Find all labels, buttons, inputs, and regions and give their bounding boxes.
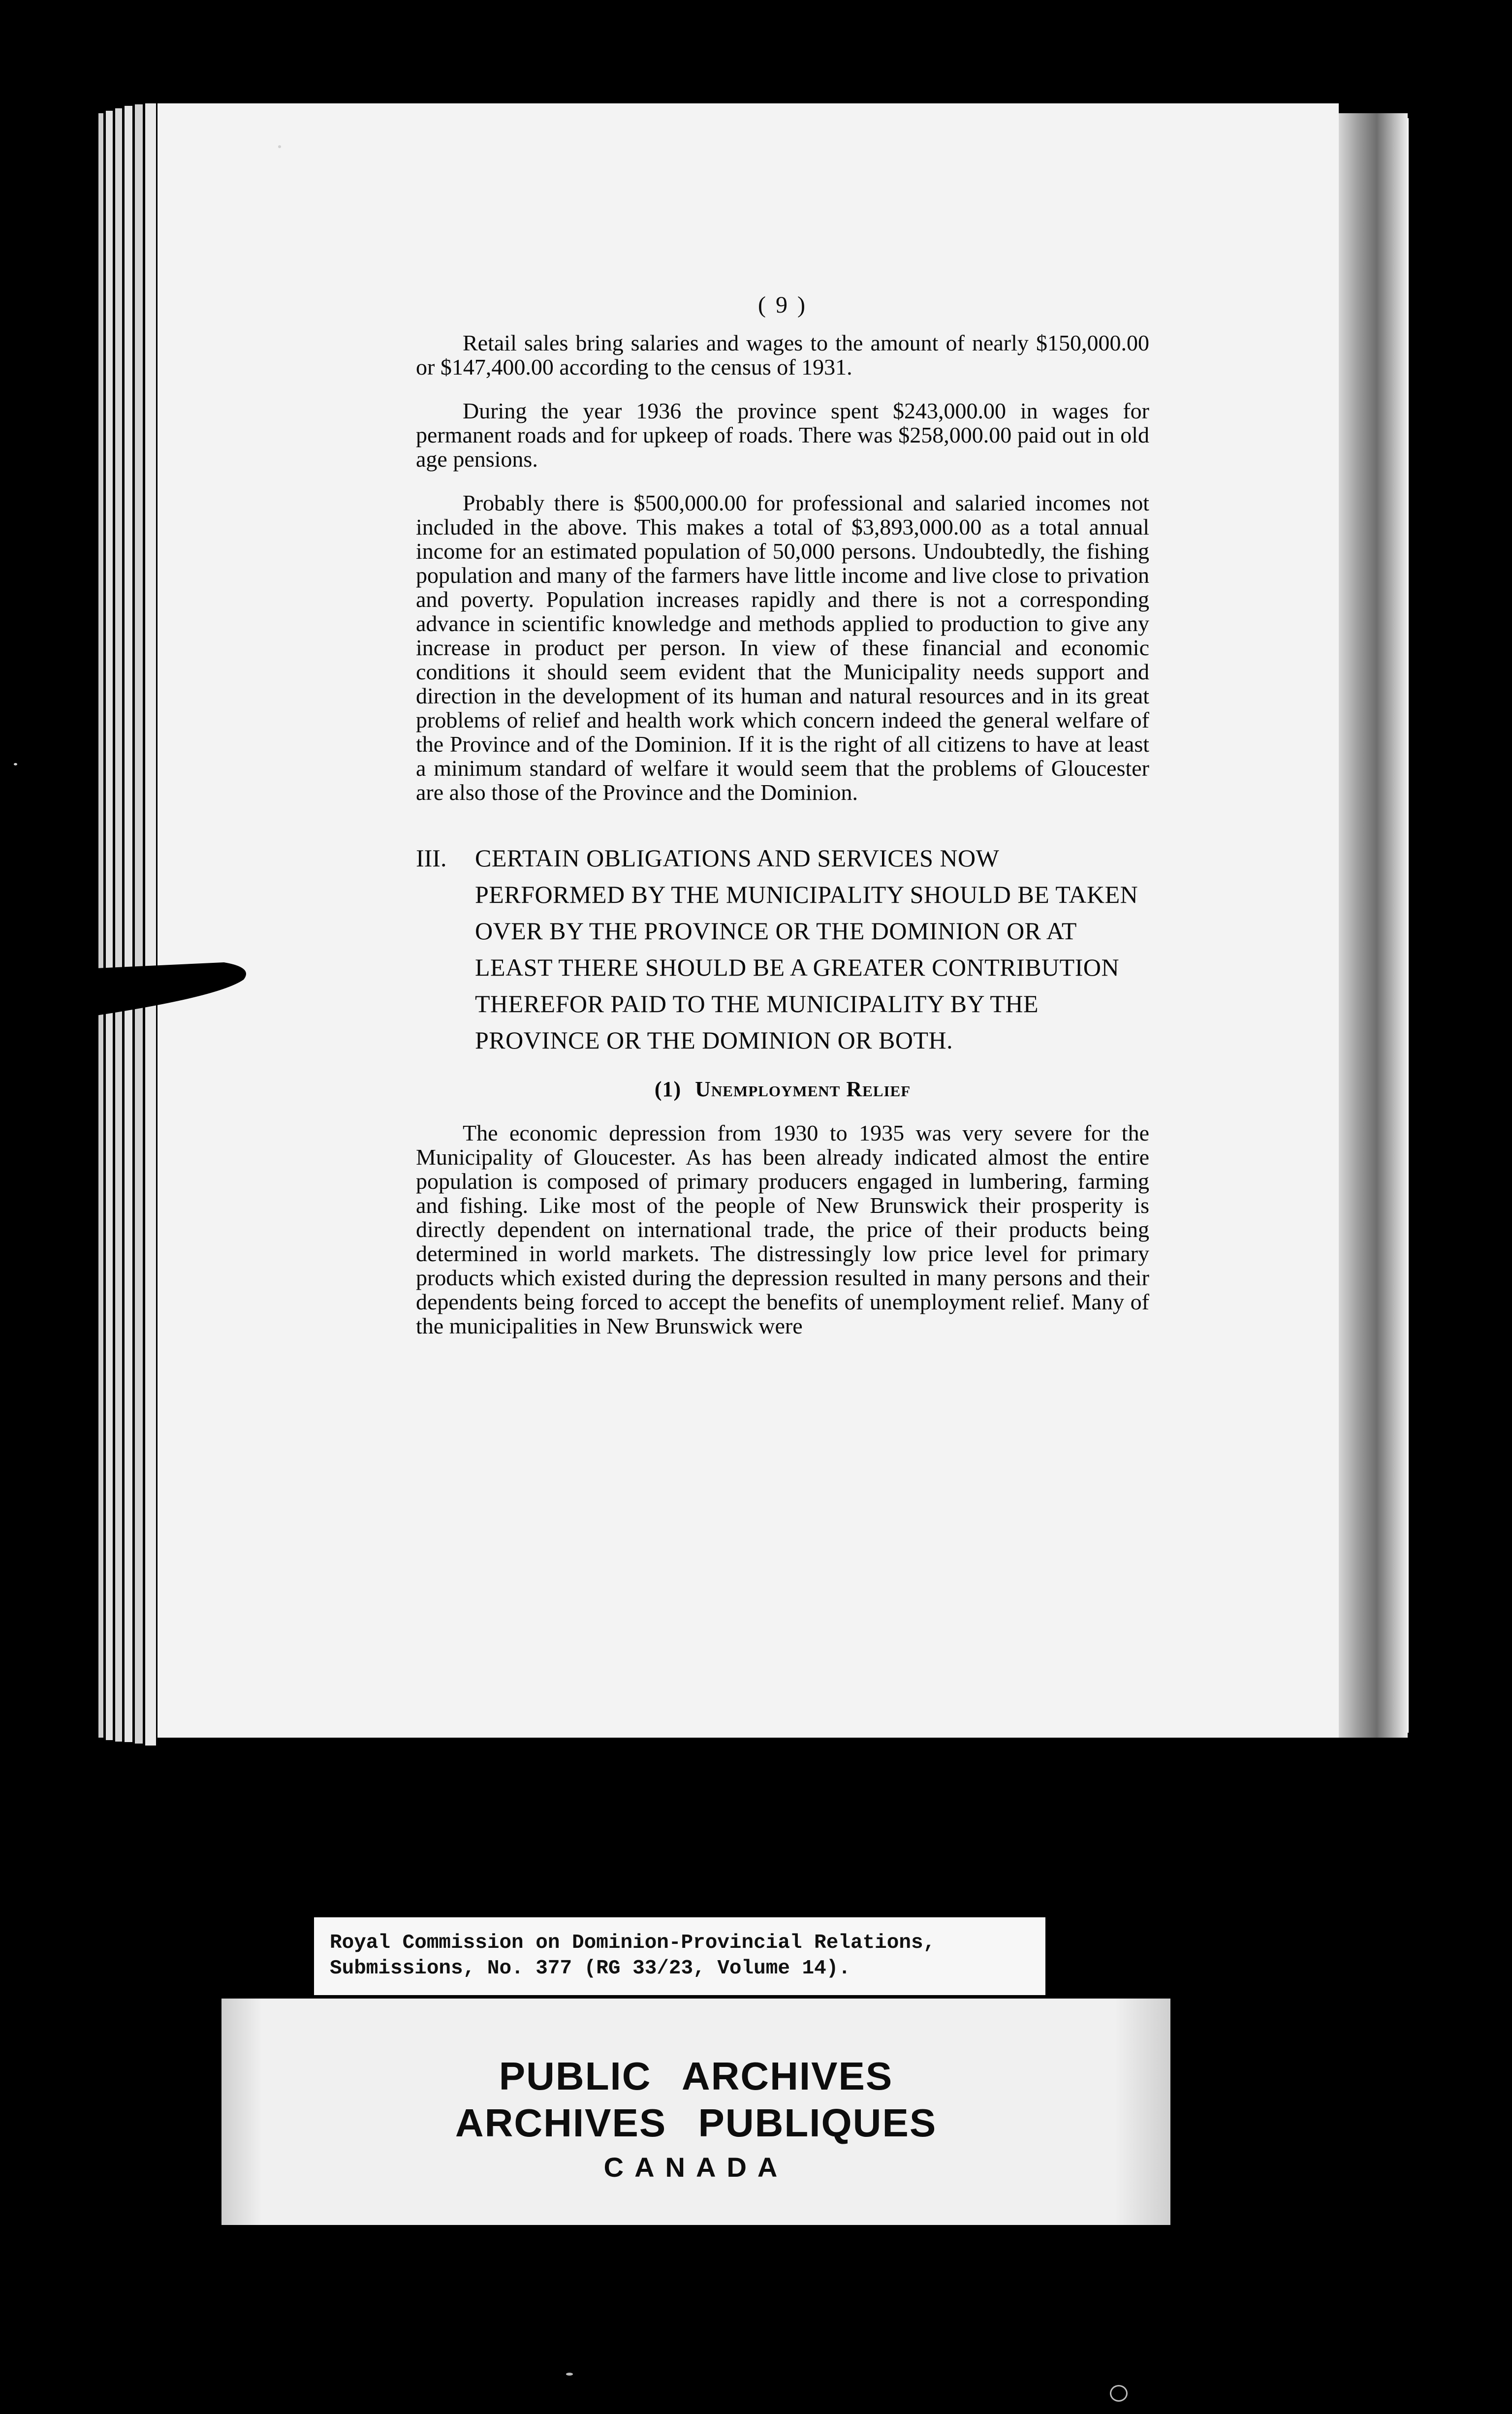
citation-line-2: Submissions, No. 377 (RG 33/23, Volume 14). bbox=[330, 1957, 850, 1980]
citation-label bbox=[314, 1917, 1045, 1995]
subsection-title: Unemployment Relief bbox=[695, 1077, 911, 1101]
stamp-line-2: ARCHIVES PUBLIQUES bbox=[455, 2101, 937, 2145]
gutter-edge bbox=[1408, 118, 1409, 1733]
page-stack-edge bbox=[106, 111, 113, 1740]
stamp-line-3: CANADA bbox=[603, 2152, 788, 2183]
paragraph-province-spending: During the year 1936 the province spent $243,000.00 in wages for permanent roads and for upkeep of roads. There was $258,000.00 paid out in old age pensions. bbox=[416, 398, 1149, 472]
paragraph-unemployment-relief: The economic depression from 1930 to 1935 was very severe for the Municipality of Gloucester. As has been already indicated almost the entire population is composed of primary producers engaged in lumbering, farming and fishing. Like most of the people of New Brunswick their prosperity is directly dependent on international trade, the price of their products being determined in world markets. The distressingly low price level for primary products which existed during the depression resulted in many persons and their dependents being forced to accept the benefits of unemployment relief. Many of the municipalities in New Brunswick were bbox=[416, 1120, 1149, 1338]
stamp-line-1: PUBLIC ARCHIVES bbox=[499, 2054, 893, 2098]
page-number: ( 9 ) bbox=[758, 292, 807, 318]
page-stack-edge bbox=[125, 106, 132, 1742]
page-stack-edge bbox=[115, 108, 122, 1742]
scan-speck bbox=[566, 2373, 573, 2376]
book-gutter bbox=[1339, 113, 1408, 1738]
archives-stamp-card bbox=[221, 1999, 1170, 2225]
section-number: III. bbox=[416, 844, 447, 872]
scan-speck bbox=[278, 145, 281, 148]
section-title: CERTAIN OBLIGATIONS AND SERVICES NOW PERFORMED BY THE MUNICIPALITY SHOULD BE TAKEN OVER BY THE PROVINCE OR THE DOMINION OR AT LEAST THERE SHOULD BE A GREATER CONTRIBUTION THEREFOR PAID TO THE MUNICIPALITY BY THE PROVINCE OR THE DOMINION OR BOTH. bbox=[475, 844, 1138, 1054]
document-text bbox=[416, 293, 1149, 1358]
scan-speck bbox=[1110, 2385, 1128, 2402]
subsection-heading bbox=[416, 1077, 1149, 1101]
page-stack-edge bbox=[145, 103, 156, 1746]
bookmark-tab-icon bbox=[96, 962, 253, 1016]
page-stack-edge bbox=[135, 104, 143, 1744]
scan-speck bbox=[14, 763, 17, 765]
subsection-number: (1) bbox=[654, 1077, 682, 1101]
paragraph-income-summary: Probably there is $500,000.00 for professional and salaried incomes not included in the above. This makes a total of $3,893,000.00 as a total annual income for an estimated population of 50,000 persons. Undoubtedly, the fishing population and many of the farmers have little income and live close to privation and poverty. Population increases rapidly and there is not a corresponding advance in scientific knowledge and methods applied to production to give any increase in product per person. In view of these financial and economic conditions it should seem evident that the Municipality needs support and direction in the development of its human and natural resources and in its great problems of relief and health work which concern indeed the general welfare of the Province and of the Dominion. If it is the right of all citizens to have at least a minimum standard of welfare it would seem that the problems of Gloucester are also those of the Province and the Dominion. bbox=[416, 490, 1149, 805]
section-heading bbox=[416, 840, 1149, 1058]
page-stack-edge bbox=[98, 113, 103, 1738]
citation-line-1: Royal Commission on Dominion-Provincial Relations, bbox=[330, 1932, 936, 1954]
paragraph-retail-sales: Retail sales bring salaries and wages to the amount of nearly $150,000.00 or $147,400.00 according to the census of 1931. bbox=[416, 330, 1149, 380]
